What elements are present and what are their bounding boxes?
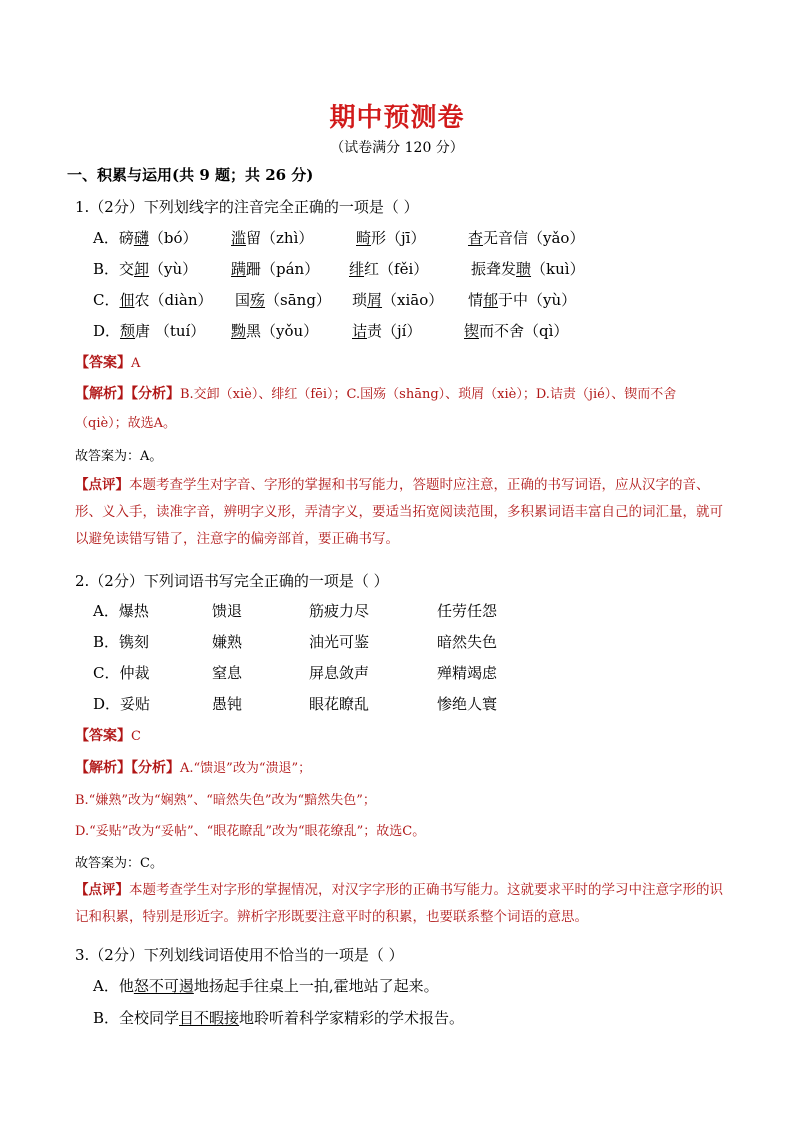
option-text: 筋疲力尽 <box>309 602 370 620</box>
analysis-tag: 【解析】【分析】 <box>75 760 180 776</box>
option-text: 黑（yǒu） <box>246 322 319 340</box>
option-text: 嫌熟 <box>212 633 243 651</box>
option-text: （kuì） <box>531 260 585 278</box>
underlined-char: 绯 <box>349 260 365 278</box>
comment-text: 本题考查学生对字形的掌握情况，对汉字字形的正确书写能力。这就要求平时的学习中注意字形的识记和积累，特别是形近字。辨析字形既要注意平时的积累，也要联系整个词语的意思。 <box>75 882 723 925</box>
underlined-phrase: 怒不可遏 <box>133 977 194 995</box>
option-text: 琐 <box>352 291 368 309</box>
q2-option-b[interactable] <box>93 631 693 653</box>
option-text: （xiāo） <box>382 291 444 309</box>
option-text: 红（fěi） <box>364 260 429 278</box>
q1-option-c[interactable] <box>93 289 693 311</box>
underlined-char: 殇 <box>250 291 266 309</box>
underlined-char: 佃 <box>119 291 135 309</box>
underlined-char: 锲 <box>464 322 480 340</box>
q1-option-b[interactable] <box>93 258 693 280</box>
section-heading: 一、积累与运用(共 9 题；共 26 分) <box>67 166 314 184</box>
q2-final-answer: 故答案为：C。 <box>75 856 163 871</box>
q2-option-c[interactable] <box>93 662 693 684</box>
option-text: 惨绝人寰 <box>437 695 498 713</box>
option-text: 国 <box>235 291 251 309</box>
underlined-char: 屑 <box>367 291 383 309</box>
underlined-char: 礴 <box>133 229 149 247</box>
option-text: 责（jí） <box>367 322 422 340</box>
q2-analysis <box>75 757 311 777</box>
option-text: 眼花瞭乱 <box>309 695 370 713</box>
option-text: 情 <box>468 291 484 309</box>
underlined-char: 杳 <box>468 229 484 247</box>
underlined-char: 蹒 <box>231 260 247 278</box>
option-text: B．交 <box>93 260 135 278</box>
option-text: 地扬起手往桌上一拍,霍地站了起来。 <box>193 977 439 995</box>
option-text: 跚（pán） <box>246 260 320 278</box>
option-text: A．他 <box>93 977 134 995</box>
q2-comment <box>75 877 735 931</box>
q3-option-b[interactable] <box>93 1007 464 1028</box>
option-text: 地聆听着科学家精彩的学术报告。 <box>239 1009 465 1027</box>
q1-option-d[interactable] <box>93 320 693 342</box>
comment-tag: 【点评】 <box>75 882 129 898</box>
underlined-char: 畸 <box>356 229 372 247</box>
question-3-stem: 3.（2分）下列划线词语使用不恰当的一项是（ ） <box>75 946 404 964</box>
underlined-char: 黝 <box>231 322 247 340</box>
option-text: （yù） <box>149 260 198 278</box>
option-text: 油光可鉴 <box>309 633 370 651</box>
option-text: C．仲裁 <box>93 664 150 682</box>
option-text: 殚精竭虑 <box>437 664 498 682</box>
option-text: 馈退 <box>212 602 243 620</box>
option-text: 唐 （tuí） <box>135 322 206 340</box>
page-subtitle: （试卷满分 120 分） <box>330 140 464 156</box>
analysis-text: A.“馈退”改为“溃退”； <box>180 761 312 776</box>
option-text: 农（diàn） <box>134 291 213 309</box>
option-text: 无音信（yǎo） <box>483 229 585 247</box>
q2-option-d[interactable] <box>93 693 693 715</box>
page-title: 期中预测卷 <box>329 103 465 133</box>
underlined-char: 滥 <box>231 229 247 247</box>
q1-analysis <box>75 383 676 403</box>
q2-analysis-b: B.“嫌熟”改为“娴熟”、“暗然失色”改为“黯然失色”； <box>75 793 376 808</box>
q1-final-answer: 故答案为：A。 <box>75 449 163 464</box>
analysis-tag: 【解析】【分析】 <box>75 386 180 402</box>
q1-comment <box>75 472 735 553</box>
option-text: B．全校同学 <box>93 1009 180 1027</box>
answer-tag: 【答案】 <box>75 355 131 371</box>
option-text: 暗然失色 <box>437 633 498 651</box>
underlined-char: 聩 <box>516 260 532 278</box>
underlined-char: 颓 <box>120 322 136 340</box>
option-text: （bó） <box>148 229 198 247</box>
q2-option-a[interactable] <box>93 600 693 622</box>
question-2-stem: 2.（2分）下列词语书写完全正确的一项是（ ） <box>75 572 389 590</box>
underlined-char: 诘 <box>352 322 368 340</box>
answer-tag: 【答案】 <box>75 728 131 744</box>
q3-option-a[interactable] <box>93 975 439 996</box>
option-text: A．磅 <box>93 229 134 247</box>
option-text: 形（jī） <box>371 229 426 247</box>
option-text: 振聋发 <box>471 260 517 278</box>
option-text: D． <box>93 322 121 340</box>
underlined-phrase: 目不暇接 <box>179 1009 240 1027</box>
option-text: A．爆热 <box>93 602 149 620</box>
q1-analysis-cont: （qiè）；故选A。 <box>75 416 177 431</box>
analysis-text: B.交卸（xiè）、绯红（fēi）；C.国殇（shāng）、琐屑（xiè）；D.诘责（jié）、锲而不舍 <box>180 387 677 402</box>
option-text: 屏息敛声 <box>309 664 370 682</box>
option-text: 愚钝 <box>212 695 243 713</box>
answer-value: A <box>131 356 141 371</box>
option-text: 而不舍（qì） <box>479 322 569 340</box>
comment-tag: 【点评】 <box>75 477 129 493</box>
option-text: 窒息 <box>212 664 243 682</box>
q1-option-a[interactable] <box>93 227 693 249</box>
option-text: （sāng） <box>265 291 331 309</box>
answer-value: C <box>131 729 141 744</box>
q2-answer <box>75 725 141 745</box>
option-text: B．镌刻 <box>93 633 150 651</box>
underlined-char: 卸 <box>134 260 150 278</box>
option-text: C． <box>93 291 120 309</box>
comment-text: 本题考查学生对字音、字形的掌握和书写能力，答题时应注意，正确的书写词语，应从汉字的音、形、义入手，读准字音，辨明字义形，弄清字义，要适当拓宽阅读范围，多积累词语丰富自己的词汇量，就可以避免读错写错了，注意字的偏旁部首，要正确书写。 <box>75 477 723 547</box>
option-text: 任劳任怨 <box>437 602 498 620</box>
option-text: 于中（yù） <box>498 291 577 309</box>
option-text: 留（zhì） <box>246 229 314 247</box>
option-text: D．妥贴 <box>93 695 151 713</box>
question-1-stem: 1.（2分）下列划线字的注音完全正确的一项是（ ） <box>75 198 419 216</box>
q2-analysis-d: D.“妥贴”改为“妥帖”、“眼花瞭乱”改为“眼花缭乱”；故选C。 <box>75 824 426 839</box>
q1-answer <box>75 352 140 372</box>
underlined-char: 郁 <box>483 291 499 309</box>
